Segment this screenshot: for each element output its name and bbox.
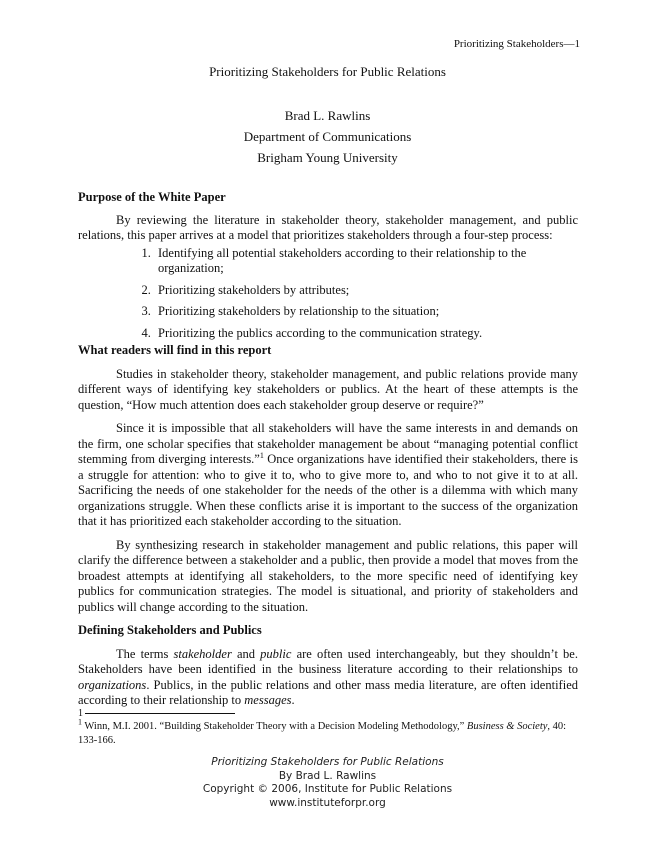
paragraph-text: The terms (116, 646, 174, 661)
running-header: Prioritizing Stakeholders—1 (453, 38, 580, 50)
paragraph-text: Since it is impossible that all stakeholders will have the same interests in and demands on the firm, one scholar specifies that stakeholder management be about “managing potential conflict stemming from diverging interests.” (78, 421, 578, 466)
section-heading-readers: What readers will find in this report (78, 343, 272, 357)
footnote-text: , 40: 133-166. (78, 721, 567, 746)
process-step: 4. Prioritizing the publics according to the communication strategy. (154, 326, 578, 342)
separator-rule (85, 713, 235, 714)
process-step: 1. Identifying all potential stakeholders according to their relationship to the organization; (154, 246, 578, 277)
paper-title: Prioritizing Stakeholders for Public Relations (209, 64, 446, 79)
paragraph-text: Once organizations have identified their stakeholders, there is a struggle for attention: who to give it to, who to give more to, and who to not give it to at all. Sacrificing the needs of one stakeholder for the needs of the other is a dilemma with which many organizations struggle. When these conflicts arise it is important to the success of the organization that it has prioritized each stakeholder according to the situation. (78, 452, 578, 528)
footnote-marker: 1 (78, 708, 83, 719)
department: Department of Communications (243, 129, 412, 144)
process-step: 2. Prioritizing stakeholders by attributes; (154, 283, 578, 299)
footnote-reference: 1 (259, 450, 264, 460)
emphasis-term: public (260, 646, 292, 661)
footnote-number: 1 (78, 717, 82, 727)
defining-paragraph (78, 647, 578, 709)
footer-author: By Brad L. Rawlins (278, 769, 377, 782)
footer-title: Prioritizing Stakeholders for Public Relations (211, 756, 444, 768)
paragraph-text: are often used interchangeably, but they shouldn’t be. Stakeholders have been identified in the business literature according to their relationships to (78, 646, 578, 676)
university: Brigham Young University (257, 150, 398, 165)
readers-paragraph-1: Studies in stakeholder theory, stakeholder management, and public relations provide many different ways of identifying key stakeholders or publics. At the heart of these attempts is the question, “How much attention does each stakeholder group deserve or require?” (78, 366, 578, 412)
body-content (78, 190, 578, 709)
section-heading-defining: Defining Stakeholders and Publics (78, 623, 262, 637)
footer-website: www.instituteforpr.org (269, 796, 386, 809)
readers-paragraph-2 (78, 421, 578, 530)
emphasis-term: stakeholder (173, 646, 232, 661)
author-name: Brad L. Rawlins (284, 108, 371, 123)
footnote (78, 717, 578, 748)
emphasis-term: organizations (78, 677, 147, 692)
footnote-text: Winn, M.I. 2001. “Building Stakeholder Theory with a Decision Modeling Methodology,” (82, 721, 467, 732)
purpose-intro-paragraph: By reviewing the literature in stakeholder theory, stakeholder management, and public relations, this paper arrives at a model that prioritizes stakeholders through a four-step process: (78, 212, 578, 242)
readers-paragraph-3: By synthesizing research in stakeholder management and public relations, this paper will clarify the difference between a stakeholder and a public, then provide a model that moves from the broadest attempts at identifying all stakeholders, to the more specific need of identifying key publics for communication strategies. The model is situational, and priority of stakeholders and publics will change according to the situation. (78, 537, 578, 614)
paragraph-text: . (291, 693, 295, 707)
paragraph-text: . Publics, in the public relations and other mass media literature, are often identified according to their relationship to (78, 677, 578, 707)
emphasis-term: messages (244, 693, 292, 707)
process-steps-list (78, 246, 578, 342)
page-footer (0, 756, 655, 810)
section-heading-purpose: Purpose of the White Paper (78, 190, 226, 204)
process-step: 3. Prioritizing stakeholders by relationship to the situation; (154, 304, 578, 320)
footnote-separator (78, 708, 235, 719)
paragraph-text: and (231, 646, 261, 661)
journal-name: Business & Society (466, 721, 548, 732)
footer-copyright: Copyright © 2006, Institute for Public Relations (202, 783, 453, 795)
